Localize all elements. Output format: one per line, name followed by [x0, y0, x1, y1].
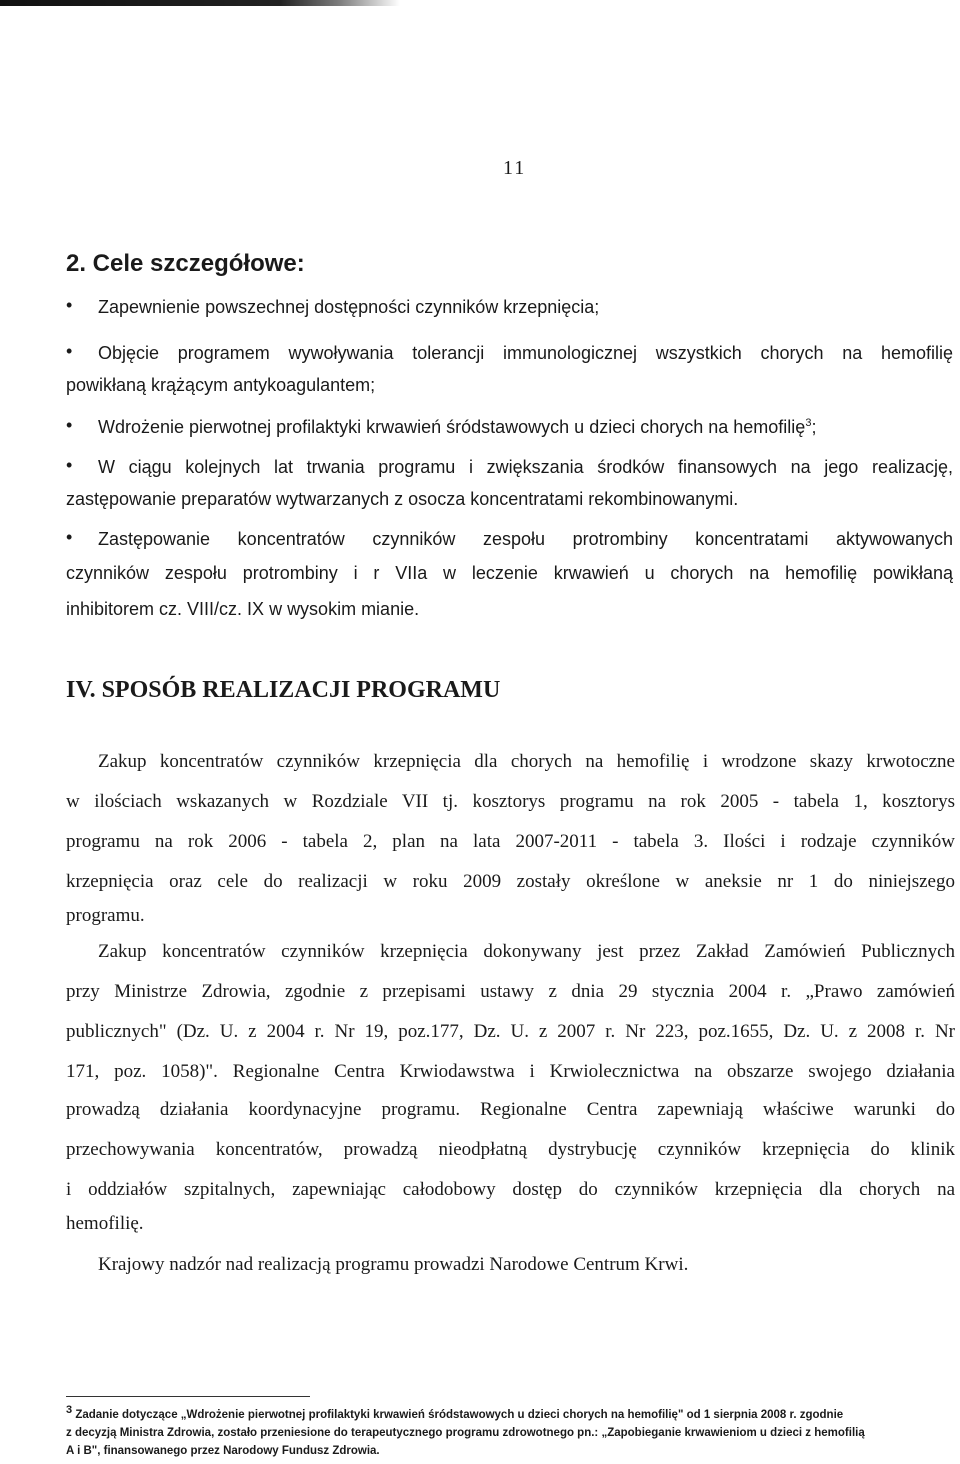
- footnote-mark: 3: [66, 1404, 73, 1417]
- paragraph-line: programu.: [66, 905, 145, 926]
- goal-text: Zapewnienie powszechnej dostępności czynników krzepnięcia;: [98, 297, 600, 317]
- bullet-icon: •: [66, 341, 73, 361]
- bullet-icon: •: [66, 455, 73, 475]
- paragraph-line: prowadzą działania koordynacyjne programu. Regionalne Centra zapewniają właściwe warunki do: [66, 1099, 955, 1120]
- paragraph-line: krzepnięcia oraz cele do realizacji w roku 2009 zostały określone w aneksie nr 1 do niniejszego: [66, 871, 955, 892]
- paragraph-line: Krajowy nadzór nad realizacją programu prowadzi Narodowe Centrum Krwi.: [98, 1254, 689, 1275]
- footnote-text: Zadanie dotyczące „Wdrożenie pierwotnej profilaktyki krwawień śródstawowych u dzieci chorych na hemofilię" od 1 sierpnia 2008 r. zgodnie: [75, 1409, 844, 1421]
- footnote-ref: 3: [805, 417, 812, 429]
- goal-text: czynników zespołu protrombiny i r VIIa w leczenie krwawień u chorych na hemofilię powikłaną: [66, 563, 953, 583]
- paragraph-line: w ilościach wskazanych w Rozdziale VII tj. kosztorys programu na rok 2005 - tabela 1, kosztorys: [66, 791, 955, 812]
- paragraph-line: 171, poz. 1058)". Regionalne Centra Krwiodawstwa i Krwiolecznictwa na obszarze swojego działania: [66, 1061, 955, 1082]
- footnote-text: z decyzją Ministra Zdrowia, zostało przeniesione do terapeutycznego programu zdrowotnego pn.: „Zapobieganie krwawieniom u dzieci z hemofilią: [66, 1427, 865, 1439]
- footnote-divider: [66, 1396, 310, 1397]
- paragraph-line: hemofilię.: [66, 1213, 144, 1234]
- section-title: 2. Cele szczegółowe:: [66, 250, 305, 277]
- page-number: 11: [503, 157, 527, 179]
- goal-text: powikłaną krążącym antykoagulantem;: [66, 375, 376, 395]
- paragraph-line: przechowywania koncentratów, prowadzą nieodpłatną dystrybucję czynników krzepnięcia do klinik: [66, 1139, 955, 1160]
- goal-text: inhibitorem cz. VIII/cz. IX w wysokim mianie.: [66, 599, 420, 619]
- bullet-icon: •: [66, 527, 73, 547]
- goal-text: Objęcie programem wywoływania tolerancji immunologicznej wszystkich chorych na hemofilię: [98, 343, 953, 363]
- scan-edge-mark: [0, 0, 400, 6]
- goal-text: Wdrożenie pierwotnej profilaktyki krwawień śródstawowych u dzieci chorych na hemofilię$^3$;: [98, 417, 817, 437]
- paragraph-line: Zakup koncentratów czynników krzepnięcia dokonywany jest przez Zakład Zamówień Publicznych: [98, 941, 955, 962]
- bullet-icon: •: [66, 415, 73, 435]
- paragraph-line: przy Ministrze Zdrowia, zgodnie z przepisami ustawy z dnia 29 stycznia 2004 r. „Prawo zamówień: [66, 981, 955, 1002]
- chapter-title: IV. SPOSÓB REALIZACJI PROGRAMU: [66, 677, 501, 703]
- paragraph-line: Zakup koncentratów czynników krzepnięcia dla chorych na hemofilię i wrodzone skazy krwotoczne: [98, 751, 955, 772]
- paragraph-line: i oddziałów szpitalnych, zapewniając całodobowy dostęp do czynników krzepnięcia dla chorych na: [66, 1179, 955, 1200]
- paragraph-line: programu na rok 2006 - tabela 2, plan na lata 2007-2011 - tabela 3. Ilości i rodzaje czynników: [66, 831, 955, 852]
- goal-text: zastępowanie preparatów wytwarzanych z osocza koncentratami rekombinowanymi.: [66, 489, 739, 509]
- paragraph-line: publicznych" (Dz. U. z 2004 r. Nr 19, poz.177, Dz. U. z 2007 r. Nr 223, poz.1655, Dz. U. z 2008 r. Nr: [66, 1021, 955, 1042]
- goal-text: Zastępowanie koncentratów czynników zespołu protrombiny koncentratami aktywowanych: [98, 529, 953, 549]
- goal-text: W ciągu kolejnych lat trwania programu i zwiększania środków finansowych na jego realizację,: [98, 457, 953, 477]
- footnote-text: A i B", finansowanego przez Narodowy Fundusz Zdrowia.: [66, 1445, 380, 1457]
- bullet-icon: •: [66, 295, 73, 315]
